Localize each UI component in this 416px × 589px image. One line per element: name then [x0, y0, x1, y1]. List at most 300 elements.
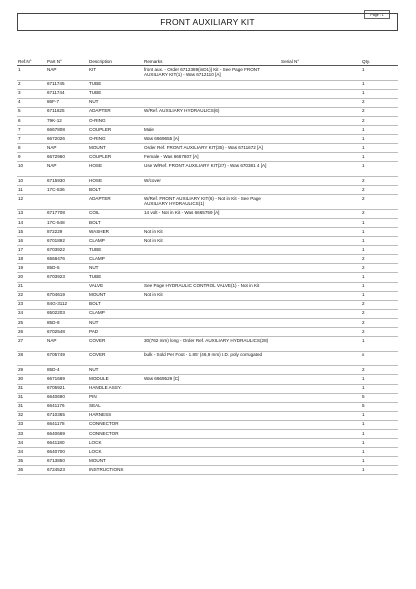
table-row	[17, 328, 398, 337]
serial-cell	[280, 420, 361, 429]
part-number-cell: 6701892	[46, 237, 88, 246]
table-row	[17, 237, 398, 246]
qty-cell: 2	[361, 186, 398, 195]
serial-cell	[280, 186, 361, 195]
part-number-cell: NAP	[46, 144, 88, 153]
description-cell: KIT	[88, 66, 143, 81]
qty-cell: 1	[361, 429, 398, 438]
qty-cell: 5	[361, 402, 398, 411]
serial-cell	[280, 273, 361, 282]
ref-cell: 33	[17, 429, 46, 438]
remarks-cell	[143, 393, 280, 402]
serial-cell	[280, 411, 361, 420]
table-row	[17, 439, 398, 448]
part-number-cell	[46, 282, 88, 291]
part-number-cell: 6717708	[46, 209, 88, 218]
table-row	[17, 264, 398, 273]
ref-cell: 34	[17, 439, 46, 448]
serial-cell	[280, 177, 361, 186]
serial-cell	[280, 264, 361, 273]
qty-cell: 1	[361, 126, 398, 135]
serial-cell	[280, 107, 361, 116]
table-row	[17, 144, 398, 153]
remarks-cell: W/Ref. AUXILIARY HYDRAULICS(6)	[143, 107, 280, 116]
serial-cell	[280, 457, 361, 466]
description-cell: LOCK	[88, 439, 143, 448]
remarks-cell: front aux. - Order 6712389(inD1)] Kit - See Page FRONT AUXILIARY KIT(1) - Was 6712110 [A]	[143, 66, 280, 81]
part-number-cell: 79K-12	[46, 116, 88, 125]
description-cell: CLAMP	[88, 255, 143, 264]
serial-cell	[280, 375, 361, 384]
parts-table-header	[17, 56, 398, 66]
ref-cell: 10	[17, 177, 46, 186]
ref-cell: 32	[17, 411, 46, 420]
serial-cell	[280, 116, 361, 125]
ref-cell: 30	[17, 375, 46, 384]
qty-cell: 1	[361, 218, 398, 227]
serial-cell	[280, 384, 361, 393]
table-row	[17, 309, 398, 318]
qty-cell: 1	[361, 448, 398, 457]
remarks-cell: Not in Kit	[143, 291, 280, 300]
qty-cell: 1	[361, 273, 398, 282]
ref-cell: 29	[17, 366, 46, 375]
ref-cell: 26	[17, 328, 46, 337]
document-title: FRONT AUXILIARY KIT	[17, 13, 398, 31]
ref-cell: 7	[17, 135, 46, 144]
serial-cell	[280, 246, 361, 255]
serial-cell	[280, 402, 361, 411]
table-row	[17, 153, 398, 162]
ref-cell: 2	[17, 80, 46, 89]
remarks-cell: Was 6669529 [C]	[143, 375, 280, 384]
qty-cell: 1	[361, 153, 398, 162]
description-cell: NUT	[88, 264, 143, 273]
table-row	[17, 402, 398, 411]
part-number-cell: 6641176	[46, 402, 88, 411]
serial-cell	[280, 135, 361, 144]
description-cell: SEAL	[88, 402, 143, 411]
ref-cell: 5	[17, 107, 46, 116]
serial-cell	[280, 209, 361, 218]
remarks-cell: 30(762 mm) long - Order Ref. AUXILIARY HYDRAULICS(28)	[143, 337, 280, 352]
remarks-cell: W/cover	[143, 177, 280, 186]
ref-cell: 31	[17, 402, 46, 411]
table-row	[17, 318, 398, 327]
remarks-cell	[143, 318, 280, 327]
part-number-cell: 85D-8	[46, 318, 88, 327]
parts-table-body	[17, 66, 398, 475]
table-row	[17, 384, 398, 393]
remarks-cell	[143, 255, 280, 264]
remarks-cell	[143, 80, 280, 89]
description-cell: TUBE	[88, 89, 143, 98]
qty-cell: 1	[361, 282, 398, 291]
ref-cell: 24	[17, 309, 46, 318]
serial-cell	[280, 448, 361, 457]
serial-cell	[280, 80, 361, 89]
part-number-cell: 6703923	[46, 273, 88, 282]
part-number-cell: 6710365	[46, 411, 88, 420]
remarks-cell	[143, 420, 280, 429]
description-cell: CLAMP	[88, 237, 143, 246]
qty-cell: 1	[361, 135, 398, 144]
part-number-cell: 6715930	[46, 177, 88, 186]
description-cell: CONNECTOR	[88, 429, 143, 438]
table-row	[17, 218, 398, 227]
serial-cell	[280, 366, 361, 375]
table-row	[17, 457, 398, 466]
ref-cell: 20	[17, 273, 46, 282]
part-number-cell: 6711744	[46, 89, 88, 98]
ref-cell: 35	[17, 457, 46, 466]
description-cell: HANDLE ASSY.	[88, 384, 143, 393]
serial-cell	[280, 153, 361, 162]
part-number-cell: 6641180	[46, 439, 88, 448]
table-row	[17, 466, 398, 475]
serial-cell	[280, 237, 361, 246]
qty-cell: 1	[361, 162, 398, 177]
part-number-cell: 6705921	[46, 384, 88, 393]
part-number-cell: 6703922	[46, 246, 88, 255]
column-header-remarks: Remarks	[143, 56, 280, 66]
serial-cell	[280, 255, 361, 264]
qty-cell: 1	[361, 375, 398, 384]
ref-cell: 17	[17, 246, 46, 255]
serial-cell	[280, 218, 361, 227]
qty-cell: 1	[361, 384, 398, 393]
description-cell: TUBE	[88, 80, 143, 89]
remarks-cell	[143, 457, 280, 466]
ref-cell: 6	[17, 116, 46, 125]
table-row	[17, 89, 398, 98]
remarks-cell	[143, 439, 280, 448]
serial-cell	[280, 195, 361, 210]
ref-cell: 34	[17, 448, 46, 457]
ref-cell: 10	[17, 162, 46, 177]
table-row	[17, 98, 398, 107]
qty-cell: 1	[361, 337, 398, 352]
ref-cell: 31	[17, 384, 46, 393]
ref-cell: 25	[17, 318, 46, 327]
description-cell: O-RING	[88, 116, 143, 125]
description-cell: TUBE	[88, 273, 143, 282]
serial-cell	[280, 439, 361, 448]
description-cell: CONNECTOR	[88, 420, 143, 429]
description-cell: VALVE	[88, 282, 143, 291]
serial-cell	[280, 162, 361, 177]
serial-cell	[280, 66, 361, 81]
table-row	[17, 282, 398, 291]
ref-cell: 19	[17, 264, 46, 273]
column-header-serial: Serial N°	[280, 56, 361, 66]
part-number-cell: NAP	[46, 337, 88, 352]
ref-cell: 11	[17, 186, 46, 195]
serial-cell	[280, 328, 361, 337]
qty-cell: 2	[361, 195, 398, 210]
table-row	[17, 429, 398, 438]
part-number-cell: 6704619	[46, 291, 88, 300]
table-row	[17, 80, 398, 89]
description-cell: COVER	[88, 351, 143, 366]
part-number-cell: 6568476	[46, 255, 88, 264]
qty-cell: 2	[361, 366, 398, 375]
remarks-cell	[143, 384, 280, 393]
description-cell: PIN	[88, 393, 143, 402]
qty-cell: x	[361, 351, 398, 366]
description-cell: NUT	[88, 366, 143, 375]
qty-cell: 2	[361, 318, 398, 327]
qty-cell: 2	[361, 107, 398, 116]
ref-cell: 27	[17, 337, 46, 352]
description-cell: TUBE	[88, 246, 143, 255]
description-cell: HARNESS	[88, 411, 143, 420]
description-cell: NUT	[88, 318, 143, 327]
remarks-cell: Not in Kit	[143, 237, 280, 246]
part-number-cell: NAP	[46, 66, 88, 81]
qty-cell: 2	[361, 177, 398, 186]
description-cell: WASHER	[88, 228, 143, 237]
part-number-cell: 6672026	[46, 135, 88, 144]
description-cell: HOSE	[88, 177, 143, 186]
remarks-cell	[143, 309, 280, 318]
ref-cell: 15	[17, 228, 46, 237]
ref-cell: 23	[17, 300, 46, 309]
description-cell: MOUNT	[88, 144, 143, 153]
ref-cell: 33	[17, 420, 46, 429]
table-row	[17, 337, 398, 352]
description-cell: COUPLER	[88, 126, 143, 135]
remarks-cell	[143, 402, 280, 411]
table-row	[17, 273, 398, 282]
serial-cell	[280, 429, 361, 438]
remarks-cell	[143, 411, 280, 420]
remarks-cell	[143, 328, 280, 337]
part-number-cell: 6724523	[46, 466, 88, 475]
ref-cell: 1	[17, 66, 46, 81]
table-row	[17, 255, 398, 264]
description-cell: BOLT	[88, 186, 143, 195]
table-row	[17, 300, 398, 309]
part-number-cell: 6641178	[46, 420, 88, 429]
ref-cell: 18	[17, 255, 46, 264]
qty-cell: 2	[361, 209, 398, 218]
description-cell: BOLT	[88, 300, 143, 309]
table-row	[17, 411, 398, 420]
page-number: Page : 1	[364, 10, 390, 19]
description-cell: COVER	[88, 337, 143, 352]
description-cell: NUT	[88, 98, 143, 107]
description-cell: LOCK	[88, 448, 143, 457]
ref-cell: 7	[17, 126, 46, 135]
serial-cell	[280, 337, 361, 352]
remarks-cell: Use W/Ref. FRONT AUXILIARY KIT(27) - Was 670381 4 [A]	[143, 162, 280, 177]
column-header-qty: Qty.	[361, 56, 398, 66]
qty-cell: 1	[361, 246, 398, 255]
qty-cell: 1	[361, 144, 398, 153]
part-number-cell: NAP	[46, 162, 88, 177]
description-cell: MOUNT	[88, 291, 143, 300]
remarks-cell	[143, 273, 280, 282]
qty-cell: 1	[361, 420, 398, 429]
remarks-cell	[143, 218, 280, 227]
part-number-cell: 6702548	[46, 328, 88, 337]
description-cell: ADAPTER	[88, 107, 143, 116]
column-header-description: Description	[88, 56, 143, 66]
table-row	[17, 177, 398, 186]
description-cell: HOSE	[88, 162, 143, 177]
part-number-cell: 6713850	[46, 457, 88, 466]
ref-cell: 9	[17, 153, 46, 162]
part-number-cell: 6640669	[46, 429, 88, 438]
table-row	[17, 228, 398, 237]
description-cell: COUPLER	[88, 153, 143, 162]
ref-cell: 13	[17, 209, 46, 218]
ref-cell: 16	[17, 237, 46, 246]
ref-cell: 21	[17, 282, 46, 291]
serial-cell	[280, 282, 361, 291]
remarks-cell	[143, 300, 280, 309]
serial-cell	[280, 318, 361, 327]
remarks-cell	[143, 246, 280, 255]
table-row	[17, 448, 398, 457]
part-number-cell: 17C-536	[46, 186, 88, 195]
description-cell: ADAPTER	[88, 195, 143, 210]
description-cell: PAD	[88, 328, 143, 337]
remarks-cell	[143, 89, 280, 98]
part-number-cell: 85D-5	[46, 264, 88, 273]
qty-cell: 2	[361, 116, 398, 125]
part-number-cell: 6711745	[46, 80, 88, 89]
remarks-cell: See Page HYDRAULIC CONTROL VALVE(1) - Not in Kit	[143, 282, 280, 291]
remarks-cell: W/Ref. FRONT AUXILIARY KIT(6) - Not in Kit - See Page AUXILIARY HYDRAULICS(1)	[143, 195, 280, 210]
remarks-cell: Order Ref. FRONT AUXILIARY KIT(35) - Was 6711672 [A]	[143, 144, 280, 153]
remarks-cell	[143, 264, 280, 273]
qty-cell: 1	[361, 411, 398, 420]
part-number-cell: 6667808	[46, 126, 88, 135]
part-number-cell: 84G-3112	[46, 300, 88, 309]
serial-cell	[280, 126, 361, 135]
qty-cell: 2	[361, 255, 398, 264]
table-row	[17, 375, 398, 384]
qty-cell: 1	[361, 80, 398, 89]
qty-cell: 2	[361, 309, 398, 318]
table-row	[17, 246, 398, 255]
column-header-part: Part N°	[46, 56, 88, 66]
table-row	[17, 66, 398, 81]
part-number-cell: 872229	[46, 228, 88, 237]
ref-cell: 4	[17, 98, 46, 107]
remarks-cell: Male	[143, 126, 280, 135]
description-cell: MODULE	[88, 375, 143, 384]
table-row	[17, 291, 398, 300]
qty-cell: 2	[361, 264, 398, 273]
part-number-cell: 86F-7	[46, 98, 88, 107]
remarks-cell	[143, 116, 280, 125]
serial-cell	[280, 89, 361, 98]
part-number-cell	[46, 195, 88, 210]
part-number-cell: 6502203	[46, 309, 88, 318]
remarks-cell	[143, 466, 280, 475]
qty-cell: 2	[361, 98, 398, 107]
remarks-cell	[143, 366, 280, 375]
qty-cell: 5	[361, 393, 398, 402]
part-number-cell: 6711625	[46, 107, 88, 116]
part-number-cell: 6671669	[46, 375, 88, 384]
remarks-cell	[143, 448, 280, 457]
serial-cell	[280, 393, 361, 402]
table-row	[17, 209, 398, 218]
serial-cell	[280, 144, 361, 153]
ref-cell: 22	[17, 291, 46, 300]
ref-cell: 36	[17, 466, 46, 475]
remarks-cell	[143, 429, 280, 438]
serial-cell	[280, 309, 361, 318]
ref-cell: 12	[17, 195, 46, 210]
qty-cell: 1	[361, 291, 398, 300]
remarks-cell: 14 volt - Not in Kit - Was 6665759 [A]	[143, 209, 280, 218]
description-cell: BOLT	[88, 218, 143, 227]
remarks-cell: Was 6669655 [A]	[143, 135, 280, 144]
table-row	[17, 366, 398, 375]
table-row	[17, 195, 398, 210]
remarks-cell: Not in Kit	[143, 228, 280, 237]
qty-cell: 1	[361, 66, 398, 81]
serial-cell	[280, 351, 361, 366]
qty-cell: 1	[361, 89, 398, 98]
qty-cell: 1	[361, 228, 398, 237]
qty-cell: 1	[361, 237, 398, 246]
qty-cell: 1	[361, 439, 398, 448]
part-number-cell: 6640700	[46, 448, 88, 457]
serial-cell	[280, 466, 361, 475]
remarks-cell: bulk - Sold Per Foot - 1.85' (46,9 mm) I.D. poly corrugated	[143, 351, 280, 366]
table-row	[17, 116, 398, 125]
description-cell: CLAMP	[88, 309, 143, 318]
ref-cell: 31	[17, 393, 46, 402]
part-number-cell: 6672960	[46, 153, 88, 162]
serial-cell	[280, 98, 361, 107]
qty-cell: 2	[361, 328, 398, 337]
table-row	[17, 186, 398, 195]
remarks-cell: Female - Was 6667807 [A]	[143, 153, 280, 162]
part-number-cell: 6705749	[46, 351, 88, 366]
part-number-cell: 6640690	[46, 393, 88, 402]
remarks-cell	[143, 186, 280, 195]
part-number-cell: 17C-548	[46, 218, 88, 227]
table-row	[17, 135, 398, 144]
parts-table	[17, 56, 398, 475]
qty-cell: 1	[361, 457, 398, 466]
serial-cell	[280, 291, 361, 300]
serial-cell	[280, 300, 361, 309]
part-number-cell: 85D-4	[46, 366, 88, 375]
ref-cell: 3	[17, 89, 46, 98]
description-cell: O-RING	[88, 135, 143, 144]
qty-cell: 1	[361, 466, 398, 475]
remarks-cell	[143, 98, 280, 107]
qty-cell: 2	[361, 300, 398, 309]
description-cell: INSTRUCTIONS	[88, 466, 143, 475]
table-row	[17, 351, 398, 366]
serial-cell	[280, 228, 361, 237]
table-row	[17, 393, 398, 402]
ref-cell: 28	[17, 351, 46, 366]
ref-cell: 8	[17, 144, 46, 153]
table-row	[17, 162, 398, 177]
table-row	[17, 126, 398, 135]
table-row	[17, 107, 398, 116]
